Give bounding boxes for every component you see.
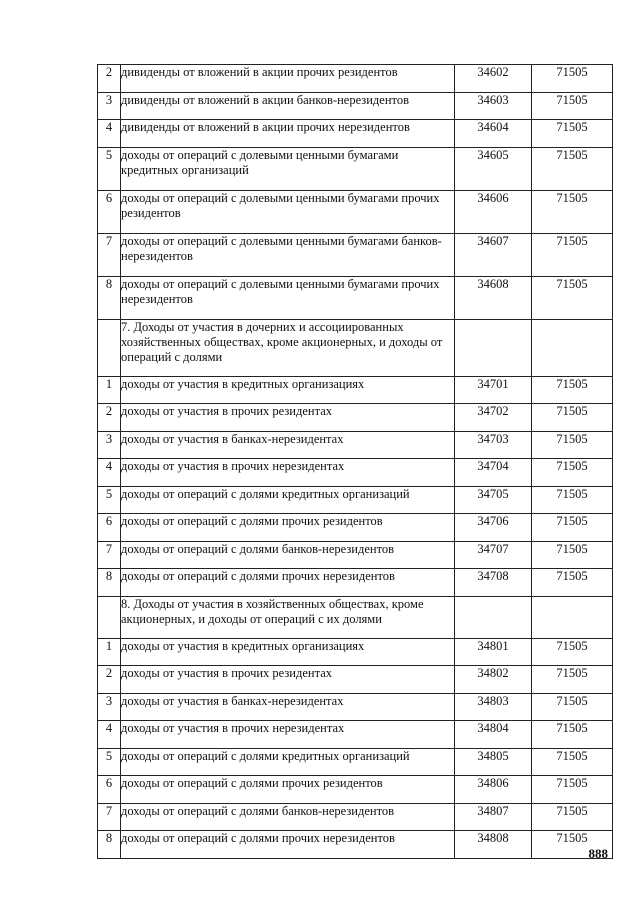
symbol-code: 71505 [532, 776, 613, 804]
symbol-code: 71505 [532, 569, 613, 597]
row-number: 7 [98, 233, 121, 276]
row-number: 3 [98, 92, 121, 120]
symbol-code: 71505 [532, 638, 613, 666]
symbol-code: 71505 [532, 404, 613, 432]
account-code: 34604 [455, 120, 532, 148]
symbol-code: 71505 [532, 721, 613, 749]
section-heading: 7. Доходы от участия в дочерних и ассоциированных хозяйственных обществах, кроме акционерных, и доходы от операций с долями [121, 319, 455, 376]
table-row [98, 831, 613, 859]
account-code: 34605 [455, 147, 532, 190]
row-number: 6 [98, 514, 121, 542]
symbol-code: 71505 [532, 459, 613, 487]
account-code: 34804 [455, 721, 532, 749]
table-row [98, 776, 613, 804]
symbol-code: 71505 [532, 276, 613, 319]
row-number: 6 [98, 776, 121, 804]
account-code: 34708 [455, 569, 532, 597]
row-number: 2 [98, 65, 121, 93]
symbol-code: 71505 [532, 120, 613, 148]
symbol-code: 71505 [532, 92, 613, 120]
table-row [98, 638, 613, 666]
table-row [98, 666, 613, 694]
section-heading: 8. Доходы от участия в хозяйственных обществах, кроме акционерных, и доходы от операций с их долями [121, 596, 455, 638]
symbol-code: 71505 [532, 693, 613, 721]
row-number [98, 319, 121, 376]
row-description: доходы от операций с долями кредитных организаций [121, 748, 455, 776]
account-code: 34703 [455, 431, 532, 459]
account-code: 34705 [455, 486, 532, 514]
account-code: 34802 [455, 666, 532, 694]
table-row [98, 120, 613, 148]
row-number: 6 [98, 190, 121, 233]
row-number: 5 [98, 147, 121, 190]
account-code: 34706 [455, 514, 532, 542]
table-row [98, 569, 613, 597]
row-description: доходы от операций с долями прочих нерезидентов [121, 569, 455, 597]
symbol-code: 71505 [532, 803, 613, 831]
row-number: 7 [98, 803, 121, 831]
table-row [98, 748, 613, 776]
row-description: доходы от участия в банках-нерезидентах [121, 431, 455, 459]
row-number: 1 [98, 376, 121, 404]
account-code [455, 596, 532, 638]
symbol-code [532, 319, 613, 376]
row-description: доходы от операций с долями прочих резидентов [121, 514, 455, 542]
row-description: доходы от операций с долевыми ценными бумагами кредитных организаций [121, 147, 455, 190]
account-code: 34801 [455, 638, 532, 666]
section-heading-row [98, 319, 613, 376]
row-description: доходы от участия в прочих нерезидентах [121, 459, 455, 487]
row-description: доходы от операций с долями кредитных организаций [121, 486, 455, 514]
row-description: дивиденды от вложений в акции прочих резидентов [121, 65, 455, 93]
table-row [98, 404, 613, 432]
account-code: 34702 [455, 404, 532, 432]
table-row [98, 92, 613, 120]
symbol-code: 71505 [532, 514, 613, 542]
account-code: 34608 [455, 276, 532, 319]
row-number: 2 [98, 666, 121, 694]
symbol-code: 71505 [532, 666, 613, 694]
symbol-code: 71505 [532, 541, 613, 569]
account-code: 34707 [455, 541, 532, 569]
account-code: 34603 [455, 92, 532, 120]
row-number [98, 596, 121, 638]
row-number: 3 [98, 693, 121, 721]
row-description: дивиденды от вложений в акции банков-нерезидентов [121, 92, 455, 120]
row-description: доходы от операций с долями банков-нерезидентов [121, 803, 455, 831]
symbol-code: 71505 [532, 65, 613, 93]
row-number: 8 [98, 569, 121, 597]
row-description: доходы от операций с долевыми ценными бумагами прочих резидентов [121, 190, 455, 233]
row-number: 2 [98, 404, 121, 432]
account-code: 34805 [455, 748, 532, 776]
row-description: доходы от операций с долевыми ценными бумагами прочих нерезидентов [121, 276, 455, 319]
accounts-table [97, 64, 613, 859]
table-row [98, 376, 613, 404]
table-row [98, 541, 613, 569]
account-code: 34806 [455, 776, 532, 804]
symbol-code: 71505 [532, 190, 613, 233]
row-number: 8 [98, 276, 121, 319]
row-number: 7 [98, 541, 121, 569]
table-row [98, 276, 613, 319]
table-row [98, 65, 613, 93]
row-description: доходы от участия в кредитных организациях [121, 376, 455, 404]
table-row [98, 693, 613, 721]
symbol-code: 71505 [532, 233, 613, 276]
account-code [455, 319, 532, 376]
row-description: доходы от участия в прочих резидентах [121, 666, 455, 694]
row-description: доходы от участия в кредитных организациях [121, 638, 455, 666]
page-number: 888 [588, 846, 608, 861]
account-code: 34704 [455, 459, 532, 487]
row-description: доходы от участия в прочих резидентах [121, 404, 455, 432]
account-code: 34606 [455, 190, 532, 233]
row-number: 4 [98, 721, 121, 749]
account-code: 34602 [455, 65, 532, 93]
row-number: 1 [98, 638, 121, 666]
symbol-code: 71505 [532, 831, 613, 859]
symbol-code: 71505 [532, 486, 613, 514]
table-row [98, 486, 613, 514]
row-number: 5 [98, 748, 121, 776]
row-description: доходы от участия в банках-нерезидентах [121, 693, 455, 721]
symbol-code [532, 596, 613, 638]
table-row [98, 459, 613, 487]
symbol-code: 71505 [532, 748, 613, 776]
account-code: 34808 [455, 831, 532, 859]
row-description: доходы от операций с долями прочих нерезидентов [121, 831, 455, 859]
account-code: 34701 [455, 376, 532, 404]
row-number: 5 [98, 486, 121, 514]
account-code: 34803 [455, 693, 532, 721]
symbol-code: 71505 [532, 376, 613, 404]
symbol-code: 71505 [532, 147, 613, 190]
row-description: дивиденды от вложений в акции прочих нерезидентов [121, 120, 455, 148]
row-number: 3 [98, 431, 121, 459]
row-number: 4 [98, 459, 121, 487]
table-row [98, 147, 613, 190]
table-row [98, 233, 613, 276]
table-row [98, 721, 613, 749]
row-description: доходы от операций с долями банков-нерезидентов [121, 541, 455, 569]
row-number: 4 [98, 120, 121, 148]
account-code: 34607 [455, 233, 532, 276]
table-row [98, 431, 613, 459]
row-number: 8 [98, 831, 121, 859]
symbol-code: 71505 [532, 431, 613, 459]
table-row [98, 514, 613, 542]
table-row [98, 190, 613, 233]
account-code: 34807 [455, 803, 532, 831]
table-row [98, 803, 613, 831]
row-description: доходы от операций с долями прочих резидентов [121, 776, 455, 804]
row-description: доходы от операций с долевыми ценными бумагами банков-нерезидентов [121, 233, 455, 276]
row-description: доходы от участия в прочих нерезидентах [121, 721, 455, 749]
section-heading-row [98, 596, 613, 638]
